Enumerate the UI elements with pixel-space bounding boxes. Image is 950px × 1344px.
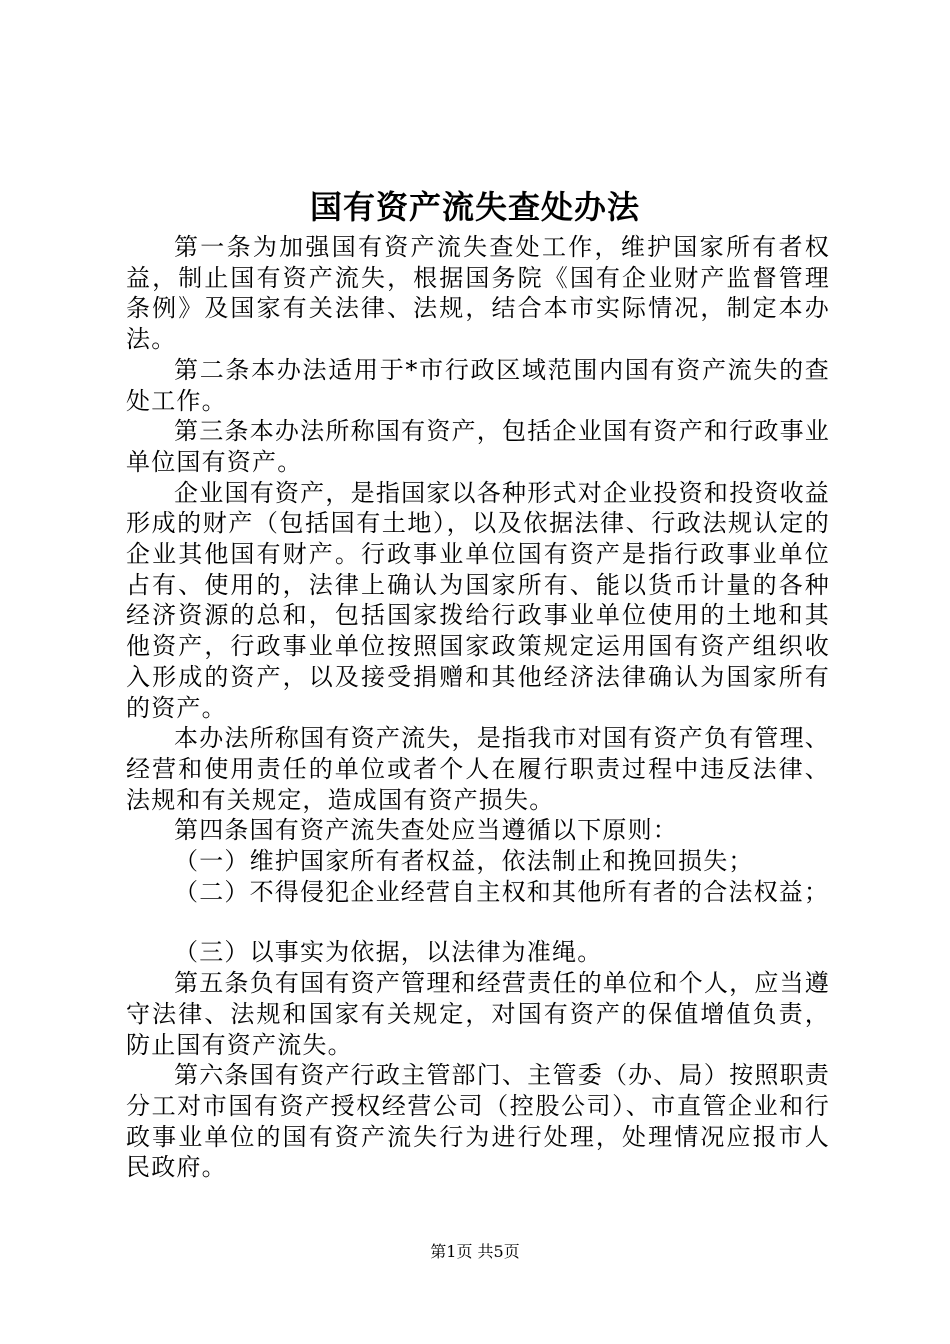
list-item-principle-3: （三）以事实为依据，以法律为准绳。 bbox=[174, 938, 603, 967]
paragraph-enterprise-assets: 企业国有资产，是指国家以各种形式对企业投资和投资收益形成的财产（包括国有土地），以及依据法律、行政法规认定的企业其他国有财产。行政事业单位国有资产是指行政事业单位占有、使用的，法律上确认为国家所有、能以货币计量的各种经济资源的总和，包括国家拨给行政事业单位使用的土地和其他资产，行政事业单位按照国家政策规定运用国有资产组织收入形成的资产，以及接受捐赠和其他经济法律确认为国家所有的资产。 bbox=[126, 478, 830, 722]
paragraph-article-1: 第一条为加强国有资产流失查处工作，维护国家所有者权益，制止国有资产流失，根据国务院《国有企业财产监督管理条例》及国家有关法律、法规，结合本市实际情况，制定本办法。 bbox=[126, 233, 830, 354]
page-footer: 第1页 共5页 bbox=[430, 1242, 520, 1261]
paragraph-article-2: 第二条本办法适用于*市行政区域范围内国有资产流失的查处工作。 bbox=[126, 355, 830, 415]
paragraph-article-6: 第六条国有资产行政主管部门、主管委（办、局）按照职责分工对市国有资产授权经营公司（控股公司）、市直管企业和行政事业单位的国有资产流失行为进行处理，处理情况应报市人民政府。 bbox=[126, 1061, 830, 1182]
paragraph-article-4: 第四条国有资产流失查处应当遵循以下原则： bbox=[174, 816, 678, 845]
document-title: 国有资产流失查处办法 bbox=[309, 188, 640, 226]
list-item-principle-2: （二）不得侵犯企业经营自主权和其他所有者的合法权益； bbox=[174, 877, 830, 906]
paragraph-asset-loss-definition: 本办法所称国有资产流失，是指我市对国有资产负有管理、经营和使用责任的单位或者个人在履行职责过程中违反法律、法规和有关规定，造成国有资产损失。 bbox=[126, 724, 830, 814]
list-item-principle-1: （一）维护国家所有者权益，依法制止和挽回损失； bbox=[174, 847, 754, 876]
paragraph-article-3: 第三条本办法所称国有资产，包括企业国有资产和行政事业单位国有资产。 bbox=[126, 417, 830, 476]
paragraph-article-5: 第五条负有国有资产管理和经营责任的单位和个人，应当遵守法律、法规和国家有关规定，对国有资产的保值增值负责，防止国有资产流失。 bbox=[126, 969, 830, 1059]
document-body bbox=[126, 232, 830, 1183]
